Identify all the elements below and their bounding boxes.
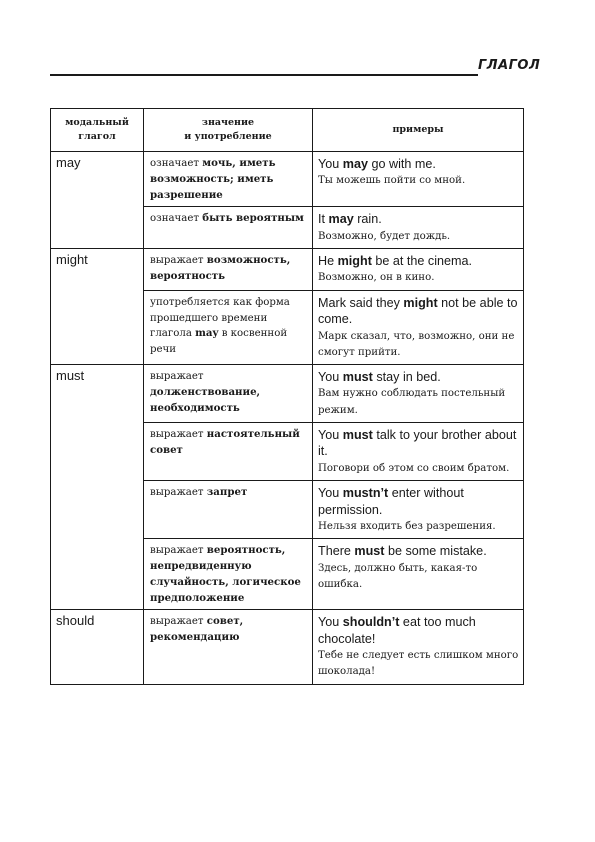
meaning-cell <box>144 365 313 423</box>
bold-text: may <box>328 212 354 227</box>
bold-text: might <box>337 254 372 269</box>
example-cell <box>313 152 524 207</box>
bold-text: вероятность, непредвиденную случайность, логическое предположение <box>150 544 301 604</box>
bold-text: мочь, иметь возможность; иметь разрешение <box>150 157 276 201</box>
text: eat too much chocolate! <box>318 615 476 646</box>
bold-text: must <box>342 370 373 385</box>
bold-text: быть вероятным <box>202 212 304 225</box>
text: Возможно, он в кино. <box>318 272 435 284</box>
bold-text: совет, рекомендацию <box>150 615 244 644</box>
text: Вам нужно соблюдать постельный режим. <box>318 388 506 416</box>
text: stay in bed. <box>372 370 441 385</box>
example-russian <box>318 173 519 189</box>
table-row <box>51 249 524 291</box>
text: Нельзя входить без разрешения. <box>318 520 496 532</box>
text: употребляется как форма прошедшего времени глагола <box>150 296 290 340</box>
text: Здесь, должно быть, какая-то ошибка. <box>318 562 478 590</box>
example-russian <box>318 519 519 535</box>
text: There <box>318 544 355 559</box>
meaning-cell <box>144 152 313 207</box>
header-verb <box>51 109 144 152</box>
example-russian <box>318 461 519 477</box>
bold-text: may <box>342 157 368 171</box>
text: Марк сказал, что, возможно, они не смогут прийти. <box>318 330 515 358</box>
bold-text: shouldn’t <box>342 615 400 630</box>
text: означает <box>150 158 203 169</box>
bold-text: must <box>342 428 373 443</box>
meaning-cell <box>144 290 313 364</box>
modal-verb-cell: might <box>51 249 144 365</box>
modal-verb-cell: should <box>51 610 144 684</box>
example-russian <box>318 561 519 594</box>
text: You <box>318 615 343 630</box>
example-russian <box>318 270 519 286</box>
bold-text: настоятельный совет <box>150 428 300 456</box>
example-cell <box>313 365 524 423</box>
text: be some mistake. <box>384 544 487 559</box>
example-english <box>318 295 519 328</box>
meaning-cell <box>144 539 313 610</box>
header-rule <box>50 74 478 76</box>
text: be at the cinema. <box>371 254 473 269</box>
example-cell <box>313 481 524 539</box>
example-russian <box>318 386 519 419</box>
bold-text: might <box>403 295 438 310</box>
text: Поговори об этом со своим братом. <box>318 462 510 474</box>
table-row <box>51 152 524 207</box>
example-english <box>318 369 519 385</box>
text: enter without permission. <box>318 486 464 517</box>
text: Mark said they <box>318 295 404 310</box>
text: It <box>318 212 329 227</box>
example-english <box>318 427 519 460</box>
header-verb-line: глагол <box>78 131 116 142</box>
text: You <box>318 428 343 443</box>
text: выражает <box>150 616 207 628</box>
header-meaning-line: значение <box>201 117 255 129</box>
example-cell <box>313 539 524 610</box>
example-english <box>318 485 519 518</box>
header-examples: примеры <box>313 109 524 152</box>
header-meaning <box>144 109 313 152</box>
meaning-cell <box>144 481 313 539</box>
text: Ты можешь пойти со мной. <box>318 175 466 187</box>
text: в косвенной речи <box>150 328 288 356</box>
text: выражает <box>150 255 207 267</box>
text: not be able to come. <box>318 295 518 327</box>
bold-text: запрет <box>206 486 248 499</box>
example-english <box>318 211 519 227</box>
example-cell <box>313 610 524 684</box>
bold-text: may <box>195 327 219 340</box>
text: выражает <box>150 545 207 557</box>
example-cell <box>313 207 524 249</box>
text: You <box>318 486 343 501</box>
text: You <box>318 370 343 385</box>
text: Возможно, будет дождь. <box>318 230 451 242</box>
text: Тебе не следует есть слишком много шоколада! <box>318 650 519 678</box>
text: выражает <box>150 429 207 441</box>
meaning-cell <box>144 423 313 481</box>
modal-verb-cell: must <box>51 365 144 610</box>
example-cell <box>313 290 524 364</box>
bold-text: возможность, вероятность <box>150 254 291 282</box>
text: выражает <box>150 371 204 383</box>
example-english <box>318 156 519 172</box>
meaning-cell <box>144 610 313 684</box>
modal-verbs-table <box>50 108 524 685</box>
example-english <box>318 614 519 647</box>
example-cell <box>313 423 524 481</box>
example-english <box>318 253 519 269</box>
text: go with me. <box>367 157 436 171</box>
example-russian <box>318 329 519 362</box>
header-meaning-line: и употребление <box>184 131 272 142</box>
modal-verb-cell: may <box>51 152 144 249</box>
meaning-cell <box>144 249 313 291</box>
text: означает <box>150 213 203 225</box>
text: выражает <box>150 487 207 499</box>
example-cell <box>313 249 524 291</box>
bold-text: mustn’t <box>342 486 389 501</box>
bold-text: must <box>354 544 385 559</box>
example-russian <box>318 648 519 681</box>
text: He <box>318 254 338 269</box>
text: talk to your brother about it. <box>318 428 517 459</box>
text: rain. <box>353 212 382 227</box>
header-verb-line: модальный <box>65 117 129 129</box>
example-english <box>318 543 519 559</box>
running-header: ГЛАГОЛ <box>478 58 541 73</box>
bold-text: долженствование, необходимость <box>150 385 261 414</box>
example-russian <box>318 229 519 245</box>
table-row <box>51 365 524 423</box>
table-body <box>51 152 524 685</box>
meaning-cell <box>144 207 313 249</box>
text: You <box>318 157 343 171</box>
table-header-row <box>51 109 524 152</box>
table-row <box>51 610 524 684</box>
